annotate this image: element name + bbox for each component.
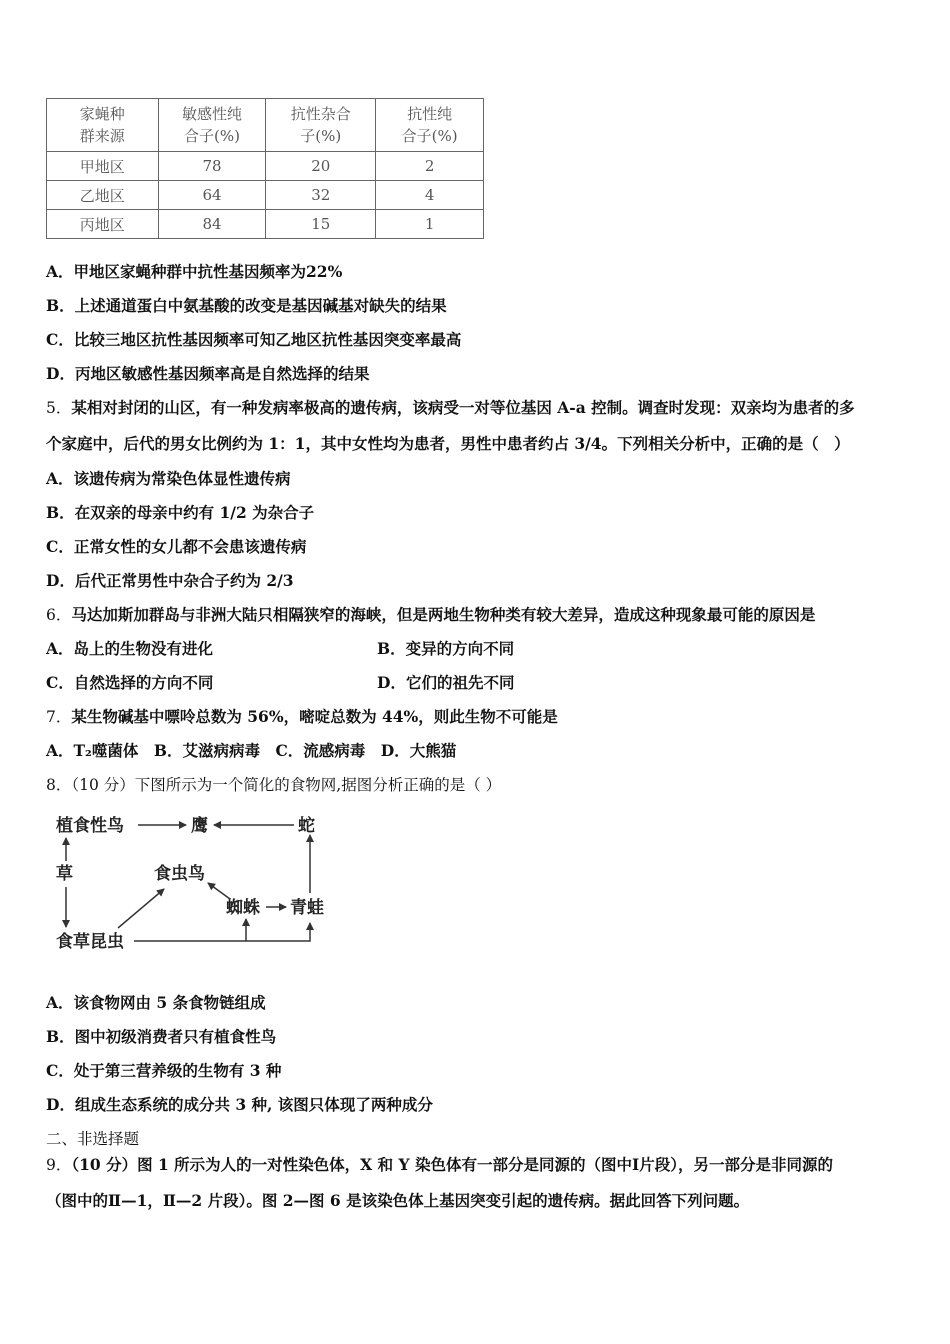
node-herbivorous-bird: 植食性鸟: [56, 816, 124, 836]
node-frog: 青蛙: [290, 898, 324, 918]
q5-option-d: D．后代正常男性中杂合子约为 2/3: [46, 571, 294, 590]
housefly-table: [46, 98, 484, 236]
table-cell: 78: [158, 152, 266, 181]
q4-option-b: B．上述通道蛋白中氨基酸的改变是基因碱基对缺失的结果: [46, 296, 447, 315]
q4-option-c: C．比较三地区抗性基因频率可知乙地区抗性基因突变率最高: [46, 330, 462, 349]
q9-line1: [46, 1155, 833, 1175]
table-cell: 乙地区: [47, 181, 159, 210]
table-header-resistant: 抗性纯 合子(%): [376, 99, 484, 152]
q5-option-c: C．正常女性的女儿都不会患该遗传病: [46, 537, 307, 556]
q8-option-a: A．该食物网由 5 条食物链组成: [46, 993, 266, 1012]
table-header-sensitive: 敏感性纯 合子(%): [158, 99, 266, 152]
section-title: 二、非选择题: [46, 1130, 140, 1148]
q6-option-b: B．变异的方向不同: [377, 639, 515, 658]
node-grass: 草: [56, 864, 73, 884]
q8-number: 8．: [46, 776, 72, 794]
q5-number: 5．: [46, 399, 72, 417]
q6-options-row2: [46, 673, 926, 693]
q6-stem-text: 马达加斯加群岛与非洲大陆只相隔狭窄的海峡，但是两地生物种类有较大差异，造成这种现象最可能的原因是: [71, 605, 816, 624]
q8-option-d: D．组成生态系统的成分共 3 种, 该图只体现了两种成分: [46, 1095, 433, 1114]
table-cell: 84: [158, 210, 266, 239]
table-cell: 甲地区: [47, 152, 159, 181]
table-cell: 4: [376, 181, 484, 210]
q8-option-c: C．处于第三营养级的生物有 3 种: [46, 1061, 282, 1080]
q9-line2: （图中的Ⅱ—1，Ⅱ—2 片段）。图 2—图 6 是该染色体上基因突变引起的遗传病。据此回答下列问题。: [46, 1191, 750, 1210]
table-cell: 15: [266, 210, 376, 239]
q5-stem-line2: 个家庭中，后代的男女比例约为 1：1，其中女性均为患者，男性中患者约占 3/4。下列相关分析中，正确的是（ ）: [46, 434, 850, 453]
node-spider: 蜘蛛: [226, 898, 260, 918]
arrow-insect-frog: [134, 923, 310, 941]
node-eagle: 鹰: [191, 816, 208, 836]
q4-option-a: A．甲地区家蝇种群中抗性基因频率为22%: [46, 262, 343, 281]
q9-line1-text: （10 分）图 1 所示为人的一对性染色体，X 和 Y 染色体有一部分是同源的（图中Ⅰ片段），另一部分是非同源的: [71, 1155, 833, 1174]
table-cell: 丙地区: [47, 210, 159, 239]
q5-stem-text: 某相对封闭的山区，有一种发病率极高的遗传病，该病受一对等位基因 A-a 控制。调查时发现：双亲均为患者的多: [71, 398, 855, 417]
table-cell: 64: [158, 181, 266, 210]
node-herbivorous-insect: 食草昆虫: [56, 932, 124, 952]
q5-option-b: B．在双亲的母亲中约有 1/2 为杂合子: [46, 503, 315, 522]
q7-stem: [46, 707, 558, 727]
q7-options: A．T₂噬菌体 B．艾滋病病毒 C．流感病毒 D．大熊猫: [46, 741, 457, 760]
table-cell: 20: [266, 152, 376, 181]
table-header-hetero: 抗性杂合 子(%): [266, 99, 376, 152]
q4-option-d: D．丙地区敏感性基因频率高是自然选择的结果: [46, 364, 370, 383]
q8-stem-text: （10 分）下图所示为一个简化的食物网,据图分析正确的是（ ）: [71, 776, 502, 794]
q6-number: 6．: [46, 606, 72, 624]
arrow-spider-insectbird: [208, 883, 230, 899]
q8-option-b: B．图中初级消费者只有植食性鸟: [46, 1027, 277, 1046]
q6-stem: [46, 605, 815, 625]
q7-stem-text: 某生物碱基中嘌呤总数为 56%，嘧啶总数为 44%，则此生物不可能是: [71, 707, 558, 726]
table-cell: 32: [266, 181, 376, 210]
q6-option-a: A．岛上的生物没有进化: [46, 639, 214, 658]
node-insectivorous-bird: 食虫鸟: [154, 864, 205, 884]
q6-option-c: C．自然选择的方向不同: [46, 673, 214, 692]
q6-option-d: D．它们的祖先不同: [377, 673, 515, 692]
node-snake: 蛇: [298, 816, 315, 836]
q5-stem-line1: [46, 398, 855, 418]
q8-stem: [46, 775, 501, 795]
food-web-diagram: [46, 805, 336, 965]
table-cell: 2: [376, 152, 484, 181]
q6-options-row1: [46, 639, 926, 659]
table-header-source: 家蝇种 群来源: [47, 99, 159, 152]
arrow-insect-insectbird: [118, 889, 164, 928]
table-cell: 1: [376, 210, 484, 239]
q7-number: 7．: [46, 708, 72, 726]
q9-number: 9．: [46, 1156, 72, 1174]
q5-option-a: A．该遗传病为常染色体显性遗传病: [46, 469, 291, 488]
